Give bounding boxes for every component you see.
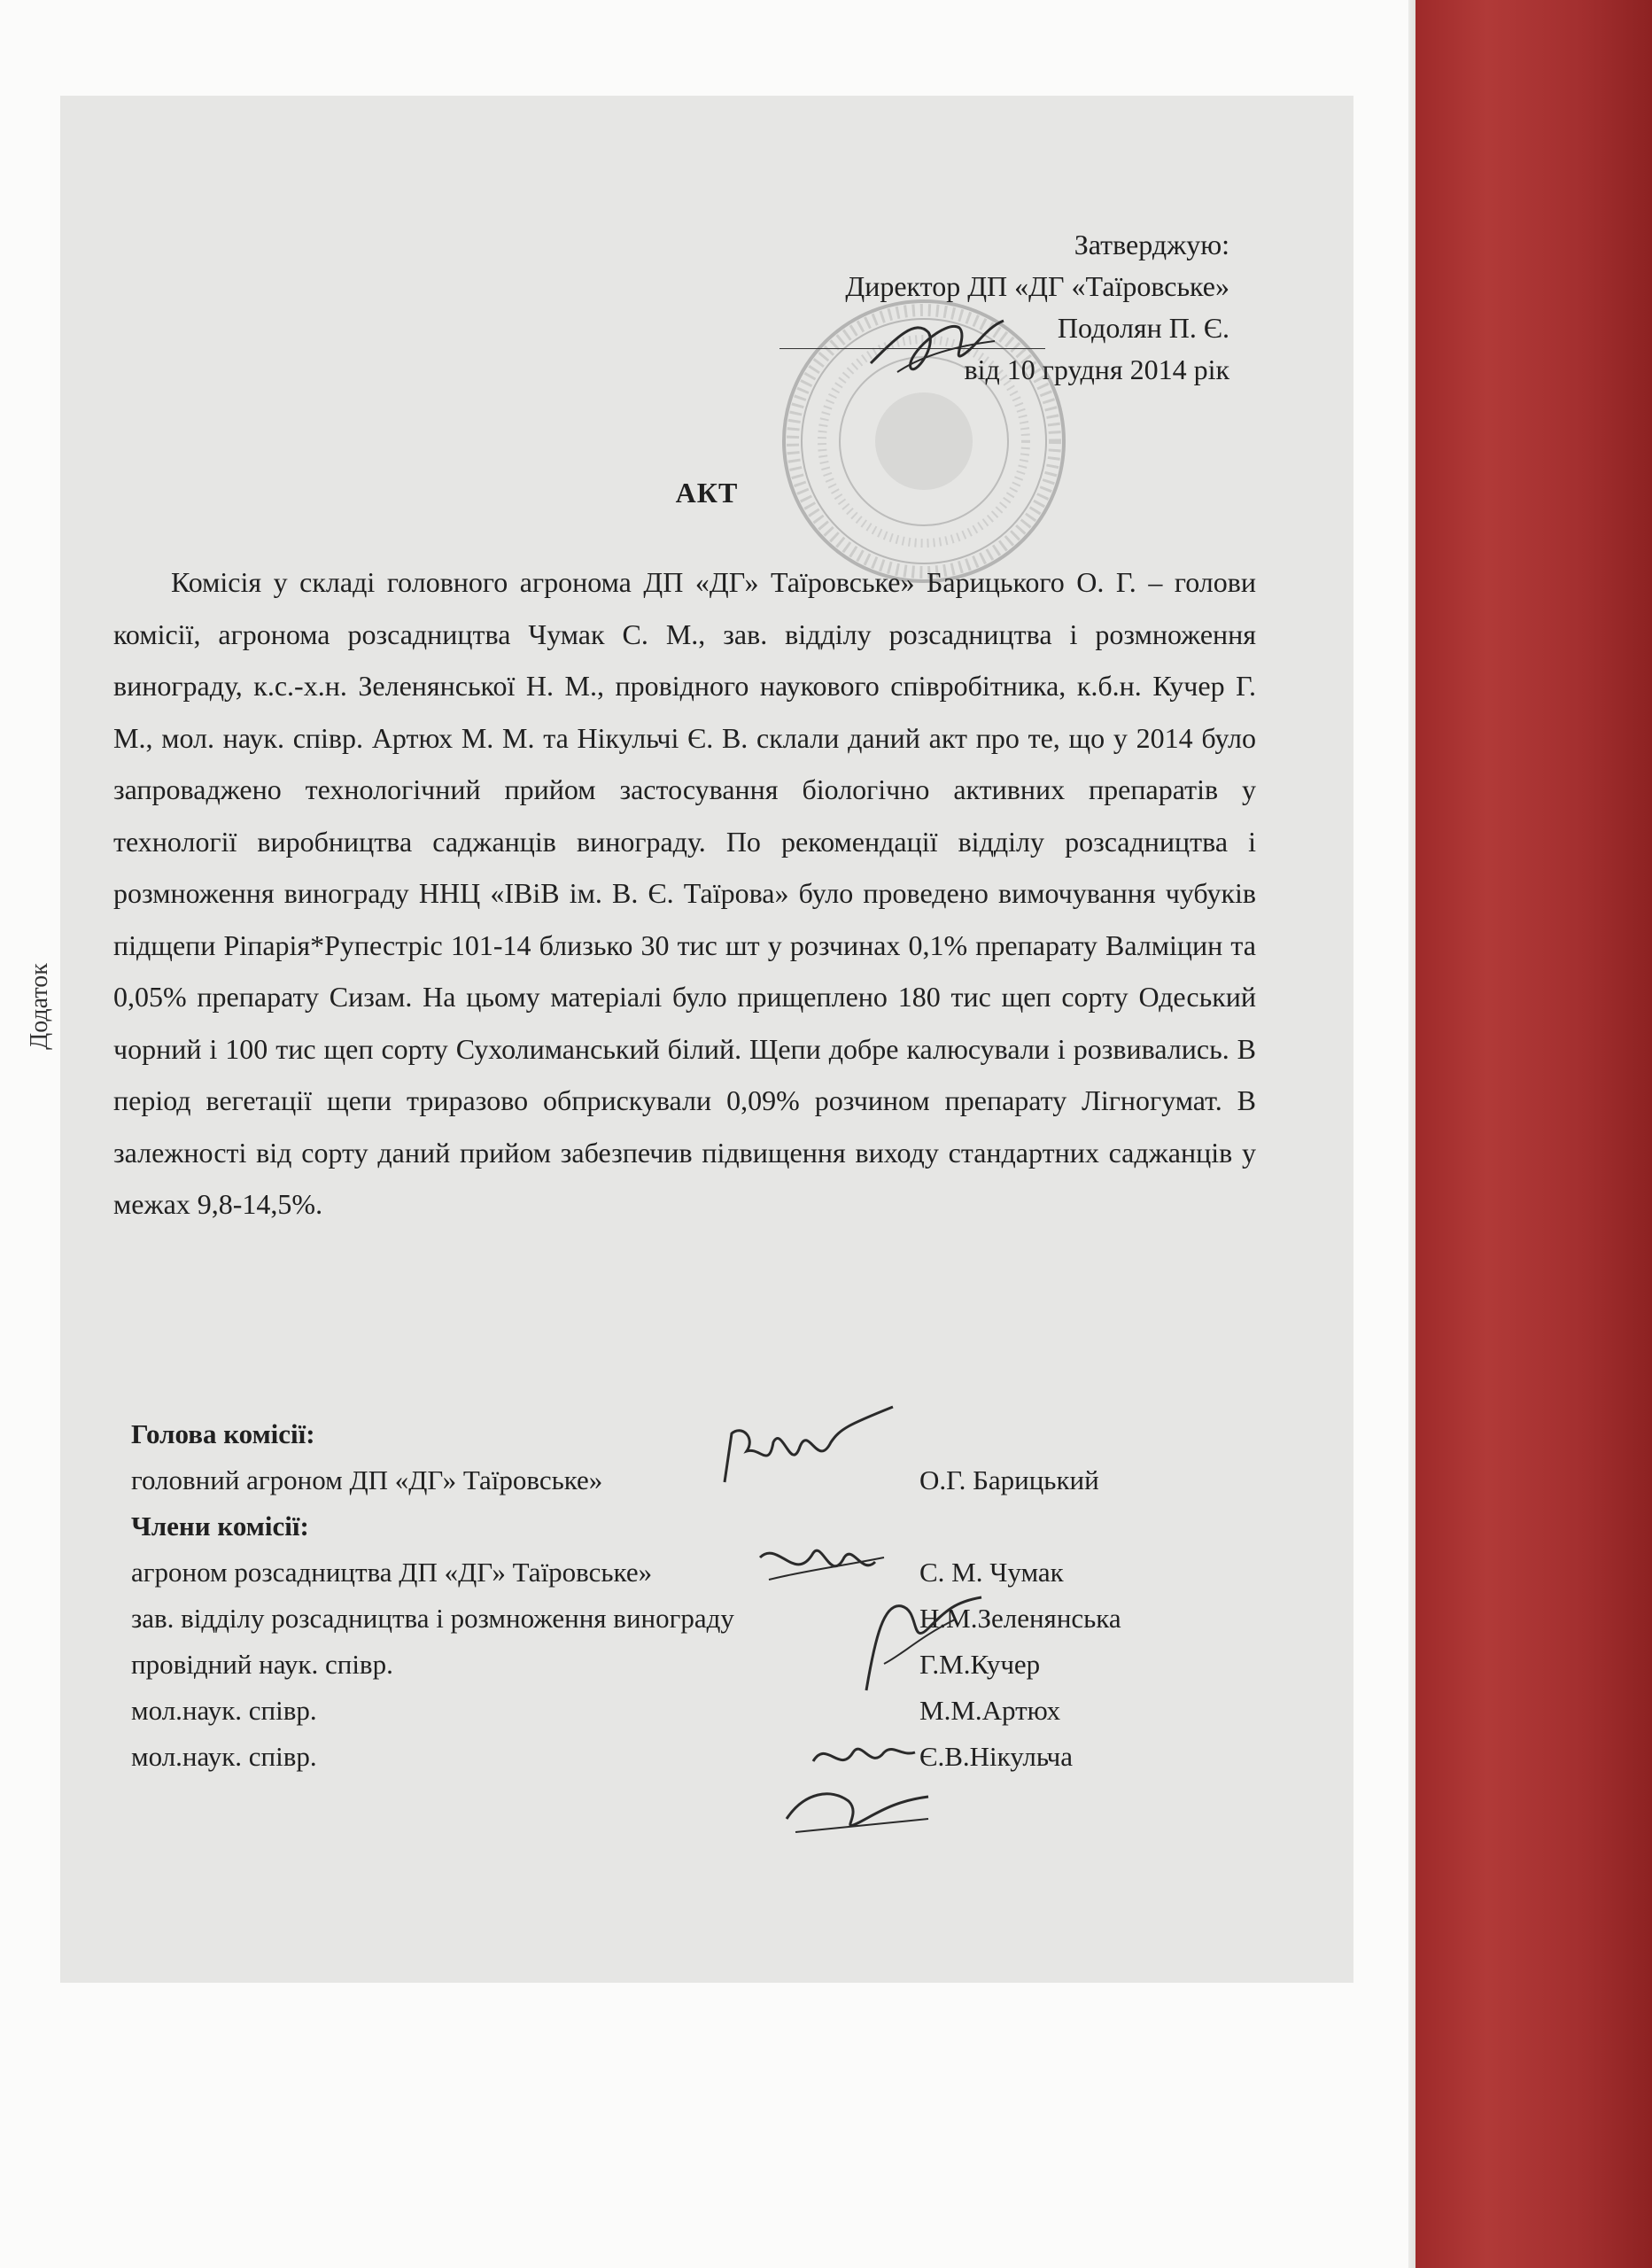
red-folder-cover (1415, 0, 1652, 2268)
commission-member-row (131, 1688, 1283, 1734)
commission-member-row (131, 1642, 1283, 1688)
side-note: Додаток (25, 963, 53, 1050)
member-role: зав. відділу розсадництва і розмноження винограду (131, 1603, 734, 1634)
commission-members-label: Члени комісії: (131, 1511, 309, 1542)
approval-line2: Директор ДП «ДГ «Таїровське» (845, 270, 1229, 302)
member-role: мол.наук. співр. (131, 1741, 317, 1772)
document-body: Комісія у складі головного агронома ДП «ДГ» Таїровське» Барицького О. Г. – голови комісії, агронома розсадництва Чумак С. М., зав. відділу розсадництва і розмноження винограду, к.с.-х.н. Зеленянської Н. М., провідного наукового співробітника, к.б.н. Кучер Г. М., мол. наук. співр. Артюх М. М. та Нікульчі Є. В. склали даний акт про те, що у 2014 було запроваджено технологічний прийом застосування біологічно активних препаратів у технології виробництва саджанців винограду. По рекомендації відділу розсадництва і розмноження винограду ННЦ «ІВіВ ім. В. Є. Таїрова» було проведено вимочування чубуків підщепи Ріпарія*Рупестріс 101-14 близько 30 тис шт у розчинах 0,1% препарату Валміцин та 0,05% препарату Сизам. На цьому матеріалі було прищеплено 180 тис щеп сорту Одеський чорний і 100 тис щеп сорту Сухолиманський білий. Щепи добре калюсували і розвивались. В період вегетації щепи триразово обприскували 0,09% розчином препарату Лігногумат. В залежності від сорту даний прийом забезпечив підвищення виходу стандартних саджанців у межах 9,8-14,5%. (113, 566, 1256, 1220)
commission-member-row (131, 1734, 1283, 1780)
document-title: АКТ (675, 477, 739, 509)
member-name: М.М.Артюх (919, 1695, 1061, 1726)
commission-block (131, 1411, 1283, 1780)
member-name: Є.В.Нікульча (919, 1741, 1073, 1772)
approval-line1: Затверджую: (1074, 229, 1229, 260)
document-sheet (60, 96, 1353, 1983)
member-name: Г.М.Кучер (919, 1649, 1041, 1680)
member-role: провідний наук. співр. (131, 1649, 393, 1680)
member-signature-nikulcha (778, 1775, 937, 1845)
approval-block (521, 224, 1229, 391)
commission-member-row (131, 1550, 1283, 1596)
commission-head-label: Голова комісії: (131, 1418, 315, 1449)
commission-head-row (131, 1457, 1283, 1503)
member-role: мол.наук. співр. (131, 1695, 317, 1726)
approval-line4: від 10 грудня 2014 рік (964, 353, 1229, 385)
commission-head-name: О.Г. Барицький (919, 1464, 1099, 1495)
commission-member-row (131, 1596, 1283, 1642)
commission-head-role: головний агроном ДП «ДГ» Таїровське» (131, 1464, 603, 1495)
member-name: Н.М.Зеленянська (919, 1603, 1121, 1634)
member-name: С. М. Чумак (919, 1557, 1064, 1588)
member-role: агроном розсадництва ДП «ДГ» Таїровське» (131, 1557, 653, 1588)
approval-line3: Подолян П. Є. (1057, 312, 1229, 344)
